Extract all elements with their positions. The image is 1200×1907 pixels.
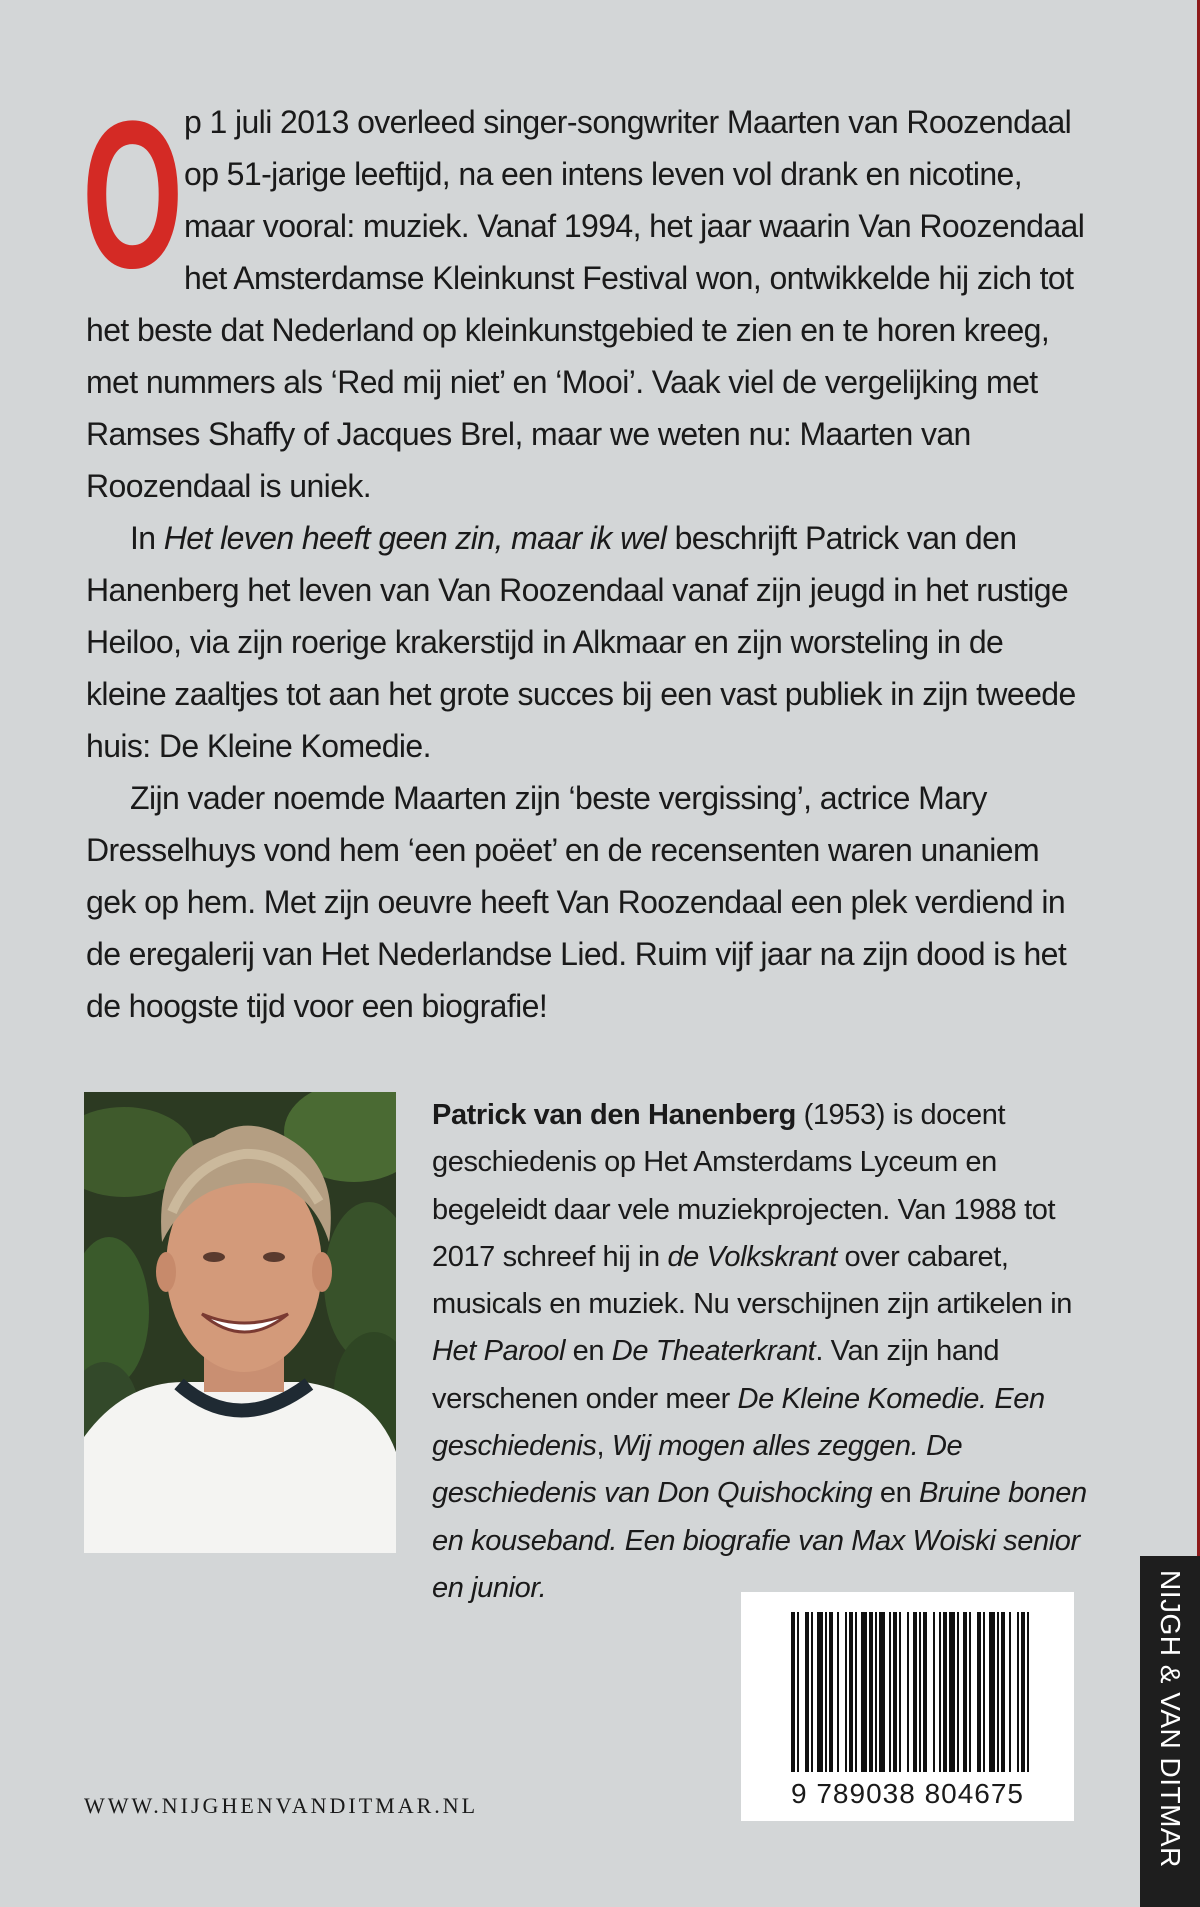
barcode-bar [855,1612,857,1772]
bio-text-5: , [596,1430,612,1463]
barcode-bar [1001,1612,1005,1772]
bio-text-3: en [565,1335,612,1368]
barcode-number: 9 789038 804675 [791,1778,1024,1809]
barcode-bar [875,1612,877,1772]
barcode-bar [933,1612,935,1772]
blurb-p2-lead: In [130,520,164,556]
blurb-paragraph-1 [82,77,1086,512]
barcode-bar [791,1612,795,1772]
barcode-bar [963,1612,967,1772]
author-bio [432,1092,1112,1612]
barcode-bar [825,1612,827,1772]
barcode-bar [1009,1612,1011,1772]
barcode-bar [879,1612,885,1772]
blurb-paragraph-1-text: p 1 juli 2013 overleed singer-songwriter Maarten van Roozendaal op 51-jarige leeftijd, na een intens leven vol drank en nicotine, maar vooral: muziek. Vanaf 1994, het jaar waarin Van Roozendaal het Amsterdamse Kleinkunst Festival won, ontwikkelde hij zich tot het beste dat Nederland op kleinkunstgebied te zien en te horen kreeg, met nummers als ‘Red mij niet’ en ‘Mooi’. Vaak viel de vergelijking met Ramses Shaffy of Jacques Brel, maar we weten nu: Maarten van Roozendaal is uniek. [86,104,1085,504]
barcode-bar [919,1612,921,1772]
barcode-bar [907,1612,909,1772]
author-photo [84,1092,396,1553]
barcode-bar [797,1612,799,1772]
barcode-bar [977,1612,981,1772]
bio-italic-4: De Kleine Komedie. Een geschiedenis [432,1382,1045,1463]
bio-text-6: en [872,1477,919,1510]
publisher-name: NIJGH & VAN DITMAR [1155,1570,1186,1868]
barcode-bar [1027,1612,1029,1772]
bio-italic-1: de Volkskrant [667,1240,837,1273]
bio-italic-6: Bruine bonen en kouseband. Een biografie van Max Woiski senior en junior. [432,1477,1087,1604]
barcode-bar [983,1612,985,1772]
barcode-bar [997,1612,999,1772]
barcode-bar [849,1612,853,1772]
bio-text-4: . Van zijn hand verschenen onder meer [432,1335,1000,1415]
barcode-bar [889,1612,891,1772]
barcode-bar [829,1612,833,1772]
barcode-bar [939,1612,941,1772]
barcode-bar [957,1612,959,1772]
barcode-bar [969,1612,971,1772]
blurb-p2-text: beschrijft Patrick van den Hanenberg het leven van Van Roozendaal vanaf zijn jeugd in het rustige Heiloo, via zijn roerige krakerstijd in Alkmaar en zijn worsteling in de kleine zaaltjes tot aan het grote succes bij een vast publiek in zijn tweede huis: De Kleine Komedie. [86,520,1076,764]
barcode-bar [811,1612,813,1772]
barcode-bar [923,1612,927,1772]
bio-italic-5: Wij mogen alles zeggen. De geschiedenis van Don Quishocking [432,1430,963,1510]
blurb-paragraph-2 [86,512,1086,772]
bio-italic-3: De Theaterkrant [611,1335,816,1368]
barcode-bar [817,1612,823,1772]
barcode-bar [861,1612,867,1772]
barcode-bar [989,1612,995,1772]
barcode-bar [869,1612,873,1772]
publisher-website: WWW.NIJGHENVANDITMAR.NL [84,1793,479,1818]
drop-cap: O [82,77,183,312]
barcode-bar [845,1612,847,1772]
barcode-bar [913,1612,917,1772]
barcode-bar [837,1612,839,1772]
barcode-bar [899,1612,901,1772]
barcode-bar [893,1612,897,1772]
barcode-bar [949,1612,955,1772]
barcode-bar [943,1612,947,1772]
barcode-bar [1021,1612,1025,1772]
barcode-bar [1017,1612,1019,1772]
bio-text-1: (1953) is docent geschiedenis op Het Amsterdams Lyceum en begeleidt daar vele muziekprojecten. Van 1988 tot 2017 schreef hij in [432,1099,1056,1273]
back-cover-blurb [82,77,1086,1032]
barcode-bar [805,1612,809,1772]
bio-italic-2: Het Parool [432,1335,566,1368]
author-name: Patrick van den Hanenberg [432,1099,796,1131]
bio-text-2: over cabaret, musicals en muziek. Nu verschijnen zijn artikelen in [432,1240,1073,1321]
book-title: Het leven heeft geen zin, maar ik wel [163,520,667,556]
blurb-paragraph-3: Zijn vader noemde Maarten zijn ‘beste vergissing’, actrice Mary Dresselhuys vond hem ‘een poëet’ en de recensenten waren unaniem gek op hem. Met zijn oeuvre heeft Van Roozendaal een plek verdiend in de eregalerij van Het Nederlandse Lied. Ruim vijf jaar na zijn dood is het de hoogste tijd voor een biografie! [86,780,1067,1024]
author-bio-text [432,1092,1112,1612]
